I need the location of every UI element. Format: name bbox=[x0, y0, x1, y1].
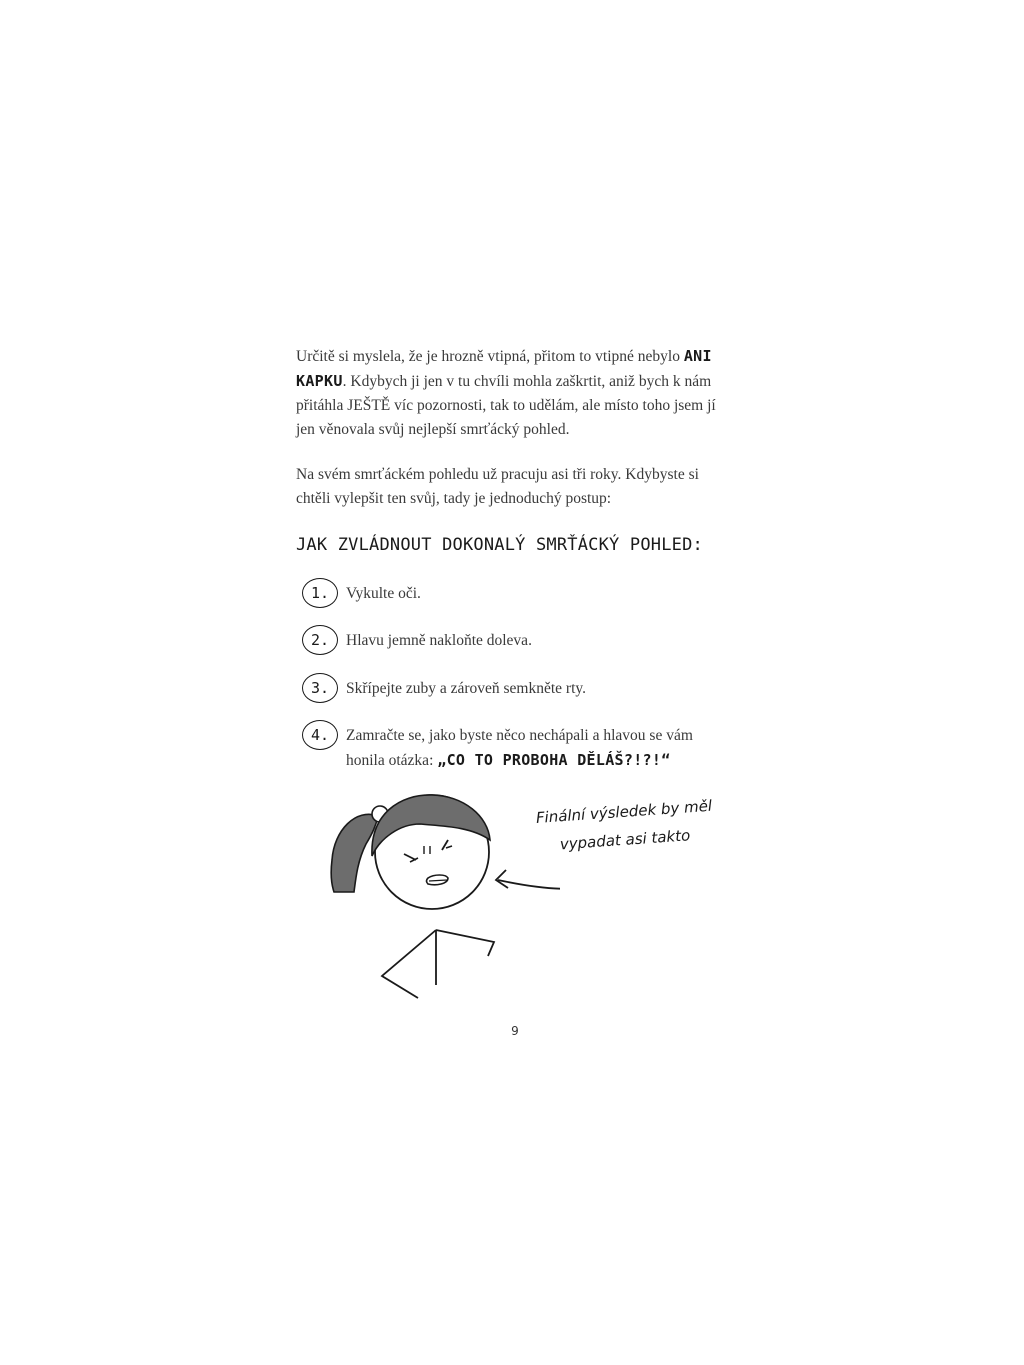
step-text: Skřípejte zuby a zároveň semkněte rty. bbox=[346, 680, 587, 697]
step-number-badge: 4. bbox=[302, 720, 338, 750]
emphasis-ani-kapku: ANI KAPKU bbox=[296, 347, 712, 390]
step-number-badge: 2. bbox=[302, 625, 338, 655]
stick-figure-illustration bbox=[320, 780, 560, 1010]
arrow-head bbox=[496, 870, 508, 888]
paragraph-intro-text-a: Určitě si myslela, že je hrozně vtipná, přitom to vtipné nebylo bbox=[296, 348, 684, 365]
illustration-caption bbox=[535, 790, 738, 860]
paragraph-intro bbox=[296, 344, 726, 442]
arrow-line bbox=[498, 864, 560, 889]
ponytail-shape bbox=[331, 814, 378, 892]
page-number: 9 bbox=[511, 1024, 519, 1038]
step-text: Zamračte se, jako byste něco nechápali a hlavou se vám honila otázka: bbox=[346, 727, 693, 769]
step-number-badge: 3. bbox=[302, 673, 338, 703]
caption-line-2: vypadat asi takto bbox=[559, 826, 691, 854]
right-arm-line bbox=[436, 930, 494, 956]
step-item bbox=[302, 720, 742, 769]
caption-line-1: Finální výsledek by měl bbox=[535, 796, 713, 827]
left-arm-line bbox=[382, 930, 436, 998]
step-text: Vykulte oči. bbox=[346, 585, 421, 602]
section-heading: JAK ZVLÁDNOUT DOKONALÝ SMRŤÁCKÝ POHLED: bbox=[296, 535, 703, 555]
step-text: Hlavu jemně nakloňte doleva. bbox=[346, 632, 532, 649]
paragraph-intro-text-b: . Kdybych ji jen v tu chvíli mohla zaškrtit, aniž bych k nám přitáhla JEŠTĚ víc pozornosti, tak to udělám, ale místo toho jsem jí jen věnovala svůj nejlepší smrťácký pohled. bbox=[296, 373, 716, 438]
step-item bbox=[302, 578, 742, 618]
step-item bbox=[302, 673, 742, 713]
step-number-badge: 1. bbox=[302, 578, 338, 608]
paragraph-method: Na svém smrťáckém pohledu už pracuju asi tři roky. Kdybyste si chtěli vylepšit ten svůj, tady je jednoduchý postup: bbox=[296, 466, 699, 507]
step-text-with-question bbox=[346, 724, 726, 773]
step-item bbox=[302, 625, 742, 665]
emphasis-question: „CO TO PROBOHA DĚLÁŠ?!?!“ bbox=[437, 751, 671, 769]
